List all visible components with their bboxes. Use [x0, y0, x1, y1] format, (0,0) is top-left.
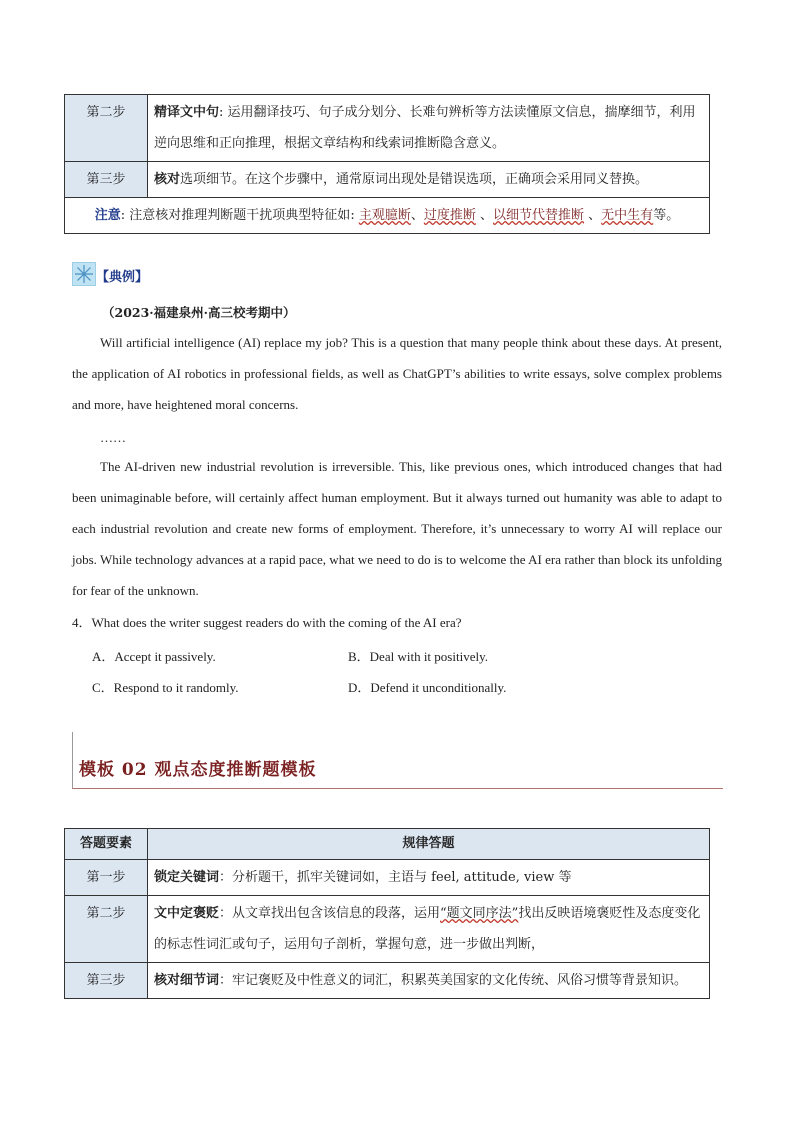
step-text: 找出反映语境褒贬性及态度变化的标志性词汇或句子，运用句子剖析，掌握句意，进一步做出判断， — [154, 906, 701, 952]
step-label: 第一步 — [65, 860, 148, 896]
note-colon: : — [350, 208, 359, 223]
step-text: ：牢记褒贬及中性意义的词汇，积累英美国家的文化传统、风俗习惯等背景知识。 — [219, 973, 688, 988]
step-lead: 锁定关键词 — [154, 870, 220, 885]
table-row — [65, 95, 710, 162]
method-term: “题文同序法” — [440, 906, 519, 921]
passage-ellipsis: …… — [100, 430, 126, 445]
note-sep: 、 — [475, 208, 494, 223]
bottom-steps-table — [64, 828, 710, 999]
passage-paragraph-1: Will artificial intelligence (AI) replace my job? This is a question that many people think about these days. At present, the application of AI robotics in professional fields, as well as ChatGPT’s abilities to write essays, solve complex problems and more, have heightened moral concerns. — [72, 335, 722, 412]
note-sep: 、 — [410, 208, 424, 223]
table-header-row — [65, 829, 710, 860]
note-term: 以细节代替推断 — [493, 208, 585, 223]
option-a[interactable]: A．Accept it passively. — [92, 649, 216, 664]
note-term: 过度推断 — [423, 208, 476, 223]
template-title: 模板 02 观点态度推断题模板 — [79, 760, 317, 780]
step-label: 第三步 — [65, 963, 148, 999]
step-label: 第二步 — [65, 95, 148, 162]
step-text: 选项细节。在这个步骤中，通常原词出现处是错误选项，正确项会采用同义替换。 — [180, 172, 649, 187]
note-cell — [65, 198, 710, 234]
table-row — [65, 896, 710, 963]
table-row — [65, 198, 710, 234]
step-lead: 文中定褒贬 — [154, 906, 220, 921]
note-term: 主观臆断 — [358, 208, 411, 223]
example-label: 【典例】 — [96, 270, 149, 285]
step-text: ：从文章找出包含该信息的段落，运用 — [219, 906, 441, 921]
step-content — [148, 162, 710, 198]
passage-paragraph-2: The AI-driven new industrial revolution is irreversible. This, like previous ones, which introduced changes that had been unimaginable before, will certainly affect human employment. But it always turned out humanity was able to adapt to each industrial revolution and create new forms of employment. Therefore, it’s unnecessary to worry AI will replace our jobs. While technology advances at a rapid pace, what we need to do is to welcome the AI era rather than block its unfolding for fear of the unknown. — [72, 459, 722, 598]
option-d[interactable]: D．Defend it unconditionally. — [348, 680, 507, 695]
column-header: 规律答题 — [148, 829, 710, 860]
option-c[interactable]: C．Respond to it randomly. — [92, 680, 239, 695]
note-suffix: 等。 — [653, 208, 680, 223]
table-row — [65, 963, 710, 999]
step-text: ：分析题干，抓牢关键词如，主语与 feel, attitude, view 等 — [219, 870, 572, 885]
step-lead: 核对 — [154, 172, 181, 187]
step-content — [148, 95, 710, 162]
note-prefix: : 注意核对推理判断题干扰项典型特征如 — [120, 208, 351, 223]
step-lead: 精译文中句 — [154, 105, 220, 120]
note-term: 无中生有 — [601, 208, 654, 223]
column-header: 答题要素 — [65, 829, 148, 860]
step-content — [148, 963, 710, 999]
snowflake-icon — [72, 262, 96, 286]
example-source: （2023·福建泉州·高三校考期中） — [102, 305, 296, 320]
step-content — [148, 860, 710, 896]
question-text: 4．What does the writer suggest readers do with the coming of the AI era? — [72, 615, 462, 630]
note-label: 注意 — [94, 208, 121, 223]
table-row — [65, 860, 710, 896]
option-b[interactable]: B．Deal with it positively. — [348, 649, 488, 664]
table-row — [65, 162, 710, 198]
step-text: : 运用翻译技巧、句子成分划分、长难句辨析等方法读懂原文信息，揣摩细节，利用逆向思维和正向推理，根据文章结构和线索词推断隐含意义。 — [154, 105, 696, 151]
step-content — [148, 896, 710, 963]
step-label: 第三步 — [65, 162, 148, 198]
top-steps-table — [64, 94, 710, 234]
step-label: 第二步 — [65, 896, 148, 963]
note-sep: 、 — [584, 208, 602, 223]
step-lead: 核对细节词 — [154, 973, 220, 988]
